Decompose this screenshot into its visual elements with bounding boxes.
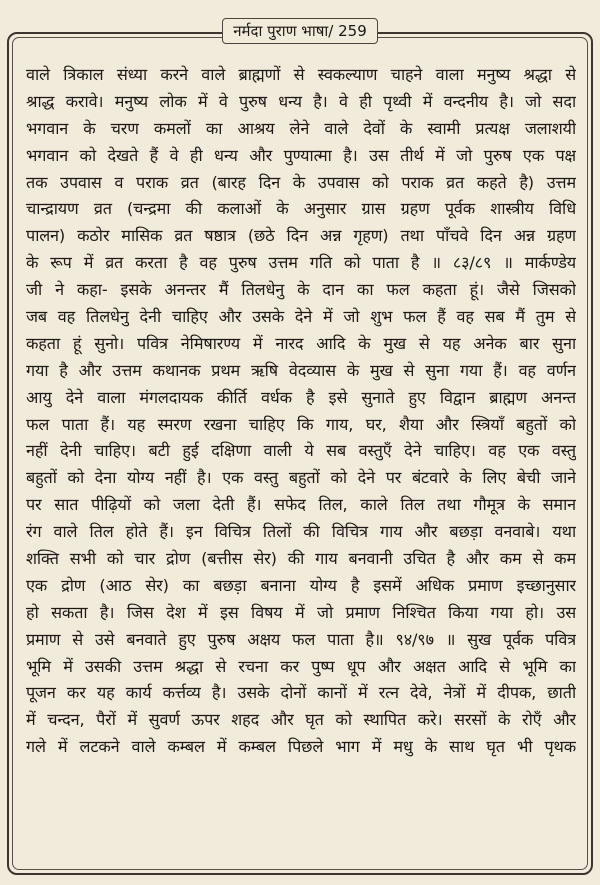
text-line: तक उपवास व पराक व्रत (बारह दिन के उपवास को पराक व्रत कहते है) उत्तम xyxy=(26,172,576,192)
text-line: कहता हूं सुनो। पवित्र नेमिषारण्य में नारद आदि के मुख से यह अनेक बार सुना xyxy=(26,333,576,353)
text-line: रंग वाले तिल होते हैं। इन विचित्र तिलों की विचित्र गाय और बछड़ा वनवाबे। यथा xyxy=(26,522,576,542)
body-text xyxy=(26,62,576,862)
text-line: भगवान को देखते हैं वे ही धन्य और पुण्यात्मा है। उस तीर्थ में जो पुरुष एक पक्ष xyxy=(26,145,576,165)
text-line: बहुतों को देना योग्य नहीं है। एक वस्तु बहुतों को देने पर बंटवारे के लिए बेची जाने xyxy=(26,468,576,488)
text-line: जब वह तिलधेनु देनी चाहिए और उसके देने में जो शुभ फल हैं वह सब मैं तुम से xyxy=(26,307,576,327)
text-line: के रूप में व्रत करता है वह पुरुष उत्तम गति को पाता है ॥ ८३/८९ ॥ मार्कण्डेय xyxy=(26,253,576,273)
text-line: पर सात पीढ़ियों को जला देती हैं। सफेद तिल, काले तिल तथा गौमूत्र के समान xyxy=(26,495,576,515)
text-line: आयु देने वाला मंगलदायक कीर्ति वर्धक है इसे सुनाते हुए विद्वान ब्राह्मण अनन्त xyxy=(26,387,576,407)
header-title: नर्मदा पुराण भाषा/ 259 xyxy=(222,18,378,44)
text-line: वाले त्रिकाल संध्या करने वाले ब्राह्मणों से स्वकल्याण चाहने वाला मनुष्य श्रद्धा से xyxy=(26,65,576,84)
text-line: पालन) कठोर मासिक व्रत षष्ठात्र (छठे दिन अन्न गृहण) तथा पाँचवे दिन अन्न ग्रहण xyxy=(26,226,576,246)
text-line: एक द्रोण (आठ सेर) का बछड़ा बनाना योग्य है इसमें अधिक प्रमाण इच्छानुसार xyxy=(26,575,576,595)
text-line: पूजन कर यह कार्य कर्त्तव्य है। उसके दोनों कानों में रत्न देवे, नेत्रों में दीपक, छाती xyxy=(26,683,576,703)
text-line: चान्द्रायण व्रत (चन्द्रमा की कलाओं के अनुसार ग्रास ग्रहण पूर्वक शास्त्रीय विधि xyxy=(26,199,576,219)
running-header xyxy=(0,18,600,44)
text-line: प्रमाण से उसे बनवाते हुए पुरुष अक्षय फल पाता है॥ ९४/९७ ॥ सुख पूर्वक पवित्र xyxy=(26,629,576,649)
text-line: फल पाता हैं। यह स्मरण रखना चाहिए कि गाय, घर, शैया और स्त्रियाँ बहुतों को xyxy=(26,414,576,434)
text-line: में चन्दन, पैरों में सुवर्ण ऊपर शहद और घृत को स्थापित करे। सरसों के रोएँ और xyxy=(26,710,576,730)
text-line: गले में लटकने वाले कम्बल में कम्बल पिछले भाग में मधु के साथ घृत भी पृथक xyxy=(26,737,576,757)
text-line: श्राद्ध करावे। मनुष्य लोक में वे पुरुष धन्य है। वे ही पृथ्वी में वन्दनीय है। जो सदा xyxy=(26,91,576,111)
text-line: शक्ति सभी को चार द्रोण (बत्तीस सेर) की गाय बनवानी उचित है और कम से कम xyxy=(26,549,576,569)
text-line: भूमि में उसकी उत्तम श्रद्धा से रचना कर पुष्प धूप और अक्षत आदि से भूमि का xyxy=(26,656,576,676)
text-line: जी ने कहा- इसके अनन्तर मैं तिलधेनु के दान का फल कहता हूं। जैसे जिसको xyxy=(26,280,576,300)
text-line: नहीं देनी चाहिए। बटी हुई दक्षिणा वाली ये सब वस्तुएँ देने चाहिए। वह एक वस्तु xyxy=(26,441,576,461)
text-line: भगवान के चरण कमलों का आश्रय लेने वाले देवों के स्वामी प्रत्यक्ष जलाशयी xyxy=(26,118,576,138)
text-line: गया है और उत्तम कथानक प्रथम ऋषि वेदव्यास के मुख से सुना गया हैं। वह वर्णन xyxy=(26,360,576,380)
text-line: हो सकता है। जिस देश में इस विषय में जो प्रमाण निश्चित किया गया हो। उस xyxy=(26,602,576,622)
